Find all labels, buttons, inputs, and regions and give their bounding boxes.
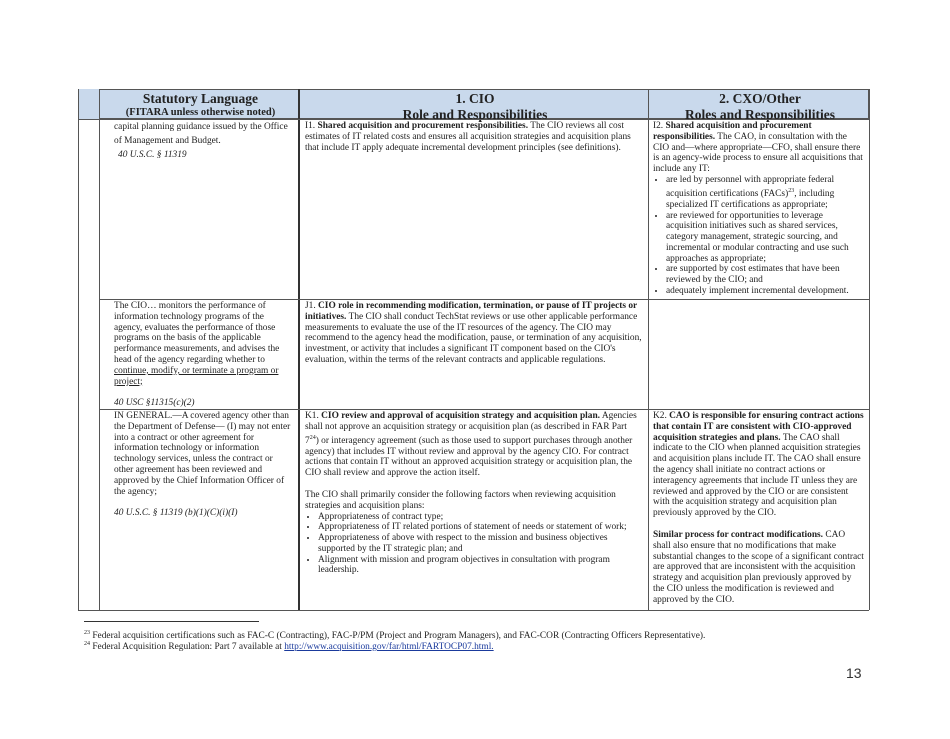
grid-line	[648, 89, 649, 610]
header-cxo-num: 2. CXO/Other	[719, 91, 801, 106]
row1-cxo-list	[653, 175, 865, 297]
row3-cio: K1. CIO review and approval of acquisition strategy and acquisition plan. Agencies shall not approve an acquisition strategy or acquisition plan (as described in FAR Part $7^{24}$) or interagency agreement (such as those used to support purchases through another agency) that includes IT without review and approval by the agency CIO. For contract actions that contain IT without an approved acquisition strategy or acquisition plan, the CIO shall review and approve the action itself. The CIO shall primarily consider the following factors when reviewing acquisition strategies and acquisition plans: • Appropriateness of contract type; • Appropriateness of IT related portions of statement of needs or statement of work; • Appropriateness of above with respect to the mission and business objectives supported by the IT strategic plan; and • Alignment with mission and program objectives in consultation with program leadership.	[305, 411, 643, 576]
row1-cxo-text: The CAO, in consultation with the CIO and—where appropriate—CFO, shall ensure there is an agency-wide process to ensure all acquisitions that include any IT:	[653, 131, 863, 175]
list-item: • Appropriateness of contract type;	[318, 512, 643, 523]
row3-cio-text2: The CIO shall primarily consider the following factors when reviewing acquisition strategies and acquisition plans:	[305, 489, 616, 511]
row3-cxo	[653, 411, 865, 606]
list-item: • are supported by cost estimates that have been reviewed by the CIO; and	[666, 264, 865, 286]
footnote-23: $^{23}$ Federal acquisition certifications such as FAC-C (Contracting), FAC-P/PM (Project and Program Managers), and FAC-COR (Contracting Officers Representative).	[84, 630, 706, 642]
grid-line	[100, 299, 869, 300]
row1-statute-line2: of Management and Budget.	[114, 136, 221, 146]
list-item: • adequately implement incremental development.	[666, 286, 865, 297]
row2-cio-heading: CIO role in recommending modification, termination, or pause of IT projects or initiatives.	[305, 301, 638, 322]
row2-statute-text: The CIO… monitors the performance of information technology programs of the agency, evaluates the performance of those programs on the basis of the applicable performance measurements, and advises the head of the agency regarding whether to	[114, 301, 280, 365]
row3-cxo-heading2: Similar process for contract modifications.	[653, 529, 824, 540]
row1-cio-id: I1.	[305, 121, 316, 131]
list-item: • Alignment with mission and program objectives in consultation with program leadership.	[318, 555, 643, 577]
row2-statute-underlined: continue, modify, or terminate a program or project;	[114, 365, 279, 387]
row3-cio-heading: CIO review and approval of acquisition strategy and acquisition plan.	[321, 411, 601, 421]
row3-cio-id: K1.	[305, 411, 319, 421]
row3-cxo-id: K2.	[653, 411, 667, 421]
row1-cio-text: The CIO reviews all cost estimates of IT related costs and ensures all acquisition strategies and acquisition plans that include IT apply adequate incremental development principles (see definitions).	[305, 121, 631, 153]
grid-line	[869, 89, 870, 610]
row1-cio	[305, 121, 643, 153]
row1-statute	[114, 121, 296, 162]
row1-citation: 40 U.S.C. § 11319	[118, 150, 187, 160]
header-cio-title: Role and Responsibilities	[402, 107, 548, 122]
table-header	[78, 89, 869, 122]
row3-cxo-heading: CAO is responsible for ensuring contract actions that contain IT are consistent with CIO-approved acquisition strategies and plans.	[653, 411, 864, 443]
header-cxo-title: Roles and Responsibilities	[684, 107, 836, 122]
list-item: • Appropriateness of above with respect to the mission and business objectives supported by the IT strategic plan; and	[318, 533, 643, 555]
row3-cxo-text2: CAO shall also ensure that no modifications that make substantial changes to the scope of a significant contract are approved that are inconsistent with the acquisition strategy and acquisition plan previously approved by the CIO unless the modification is reviewed and approved by the CIO.	[653, 529, 864, 605]
row3-cxo-text: The CAO shall indicate to the CIO when planned acquisition strategies and acquisition plans include IT. The CAO shall ensure the agency shall initiate no contract actions or interagency agreements that include IT unless they are reviewed and approved by the CIO or are consistent with the acquisition strategy and acquisition plan previously approved by the CIO.	[653, 432, 861, 519]
row1-statute-line1: capital planning guidance issued by the Office	[114, 122, 288, 132]
grid-line	[78, 610, 869, 611]
row2-cio-id: J1.	[305, 301, 316, 311]
row1-cxo	[653, 121, 865, 297]
row-stub-body	[78, 119, 100, 610]
header-cxo	[650, 90, 870, 120]
far-part7-link[interactable]: http://www.acquisition.gov/far/html/FARTOCP07.html.	[284, 642, 494, 653]
grid-line	[298, 89, 300, 610]
footnote-rule	[84, 621, 259, 622]
list-item: • Appropriateness of IT related portions of statement of needs or statement of work;	[318, 522, 643, 533]
grid-line	[78, 89, 79, 610]
list-item: • are reviewed for opportunities to leverage acquisition initiatives such as shared services, category management, strategic sourcing, and incremental or modular contracting and use such approaches as appropriate;	[666, 211, 865, 265]
row2-cio	[305, 301, 643, 366]
row1-cxo-id: I2.	[653, 121, 664, 131]
footnote-24: $^{24}$ Federal Acquisition Regulation: Part 7 available at http://www.acquisition.gov/far/html/FARTOCP07.html.	[84, 641, 494, 653]
grid-line	[78, 119, 869, 120]
header-statutory-title: Statutory Language	[142, 91, 259, 106]
list-item: • are led by personnel with appropriate federal acquisition certifications (FACs)$^{23}$, including specialized IT certifications as appropriate;	[666, 175, 865, 211]
row2-statute	[114, 301, 294, 409]
row3-statute	[114, 411, 294, 519]
row3-citation: 40 U.S.C. § 11319 (b)(1)(C)(i)(I)	[114, 508, 238, 519]
header-statutory	[101, 90, 300, 120]
row1-cxo-heading: Shared acquisition and procurement responsibilities.	[653, 121, 812, 142]
header-cio-num: 1. CIO	[455, 91, 495, 106]
row2-citation: 40 USC §11315(c)(2)	[114, 398, 195, 409]
row1-cio-heading: Shared acquisition and procurement responsibilities.	[317, 121, 529, 131]
header-statutory-subtitle: (FITARA unless otherwise noted)	[125, 107, 276, 118]
row3-statute-text: IN GENERAL.—A covered agency other than the Department of Defense— (I) may not enter into a contract or other agreement for information technology or information technology services, unless the contract or other agreement has been reviewed and approved by the Chief Information Officer of the agency;	[114, 411, 291, 497]
page-number: 13	[846, 665, 862, 681]
header-cio	[301, 90, 649, 120]
row2-cio-text: The CIO shall conduct TechStat reviews or use other applicable performance measurements to evaluate the use of the IT resources of the agency. The CIO may recommend to the agency head the modification, pause, or termination of any acquisition, investment, or activity that includes a significant IT component based on the CIO's evaluation, within the terms of the relevant contracts and applicable regulations.	[305, 311, 642, 365]
row3-cio-list	[305, 512, 643, 577]
